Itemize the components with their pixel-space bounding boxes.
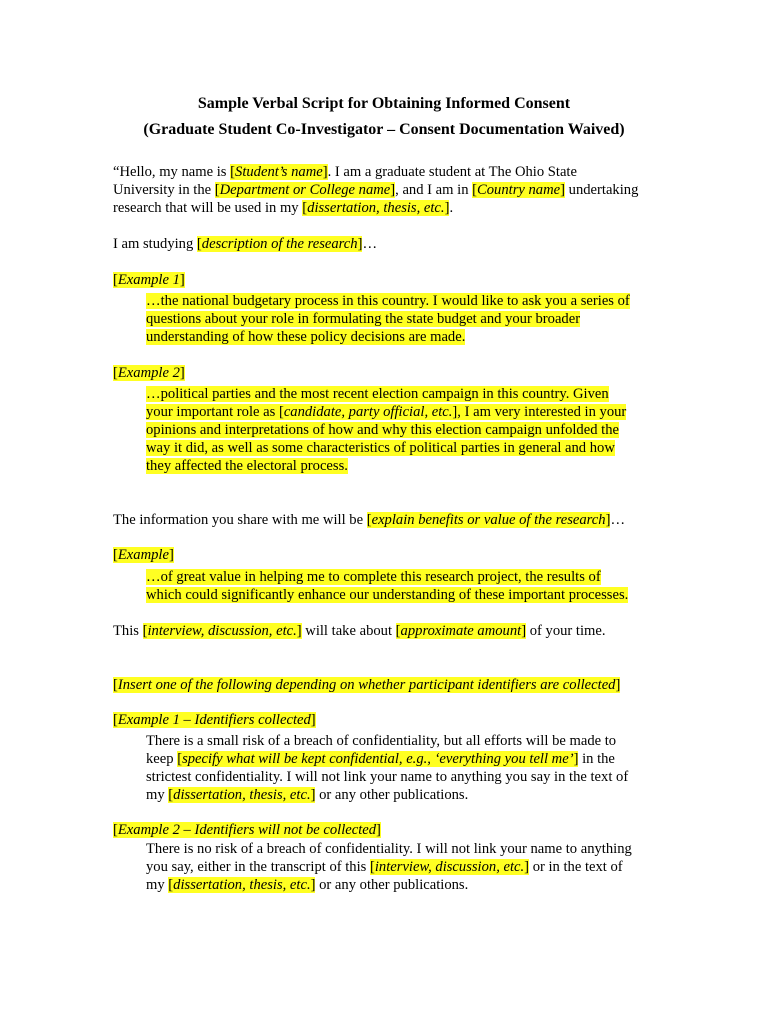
document-subtitle [0, 120, 768, 140]
intro-line-1: “Hello, my name is [Student’s name]. I am a graduate student at The Ohio State [113, 164, 577, 180]
placeholder-confidential: specify what will be kept confidential, e.g., ‘everything you tell me’ [182, 751, 574, 767]
placeholder-interview-2: interview, discussion, etc. [374, 859, 525, 875]
placeholder-dissertation: dissertation, thesis, etc. [307, 200, 445, 216]
example-value-text: …of great value in helping me to complete this research project, the results of which could significantly enhance our understanding of these important processes. [146, 569, 629, 603]
placeholder-candidate: candidate, party official, etc. [283, 404, 453, 420]
placeholder-student-name: Student’s name [235, 164, 323, 180]
placeholder-description: description of the research [201, 236, 358, 252]
placeholder-country: Country name [477, 182, 561, 198]
example-value-label: [Example] [113, 547, 174, 563]
example-1-label: [Example 1] [113, 272, 185, 288]
example-2-label: [Example 2] [113, 365, 185, 381]
document-title [0, 94, 768, 114]
intro-paragraph [113, 163, 653, 217]
identifiers-not-collected-text: There is no risk of a breach of confidentiality. I will not link your name to anything you say, either in the transcript of this [interview, discussion, etc.] or in the text of my [dissertation, thesis, etc.] or any other publications. [146, 841, 632, 893]
identifiers-not-collected-label: [Example 2 – Identifiers will not be collected] [113, 822, 381, 838]
title-line-1: Sample Verbal Script for Obtaining Informed Consent [197, 95, 571, 112]
placeholder-interview: interview, discussion, etc. [147, 623, 297, 639]
placeholder-dissertation-2: dissertation, thesis, etc. [173, 787, 311, 803]
example-1-text: …the national budgetary process in this country. I would like to ask you a series of questions about your role in formulating the state budget and your broader understanding of how these policy decisions are made. [146, 293, 630, 345]
insert-note: [Insert one of the following depending on whether participant identifiers are collected] [113, 677, 621, 693]
example-2-text: …political parties and the most recent election campaign in this country. Given your important role as [candidate, party official, etc.], I am very interested in your opinions and interpretations of how and why this election campaign unfolded the way it did, as well as some characteristics of political parties in general and how they affected the electoral process. [146, 386, 627, 474]
placeholder-department: Department or College name [219, 182, 391, 198]
identifiers-collected-text: There is a small risk of a breach of confidentiality, but all efforts will be made to keep [specify what will be kept confidential, e.g., ‘everything you tell me’] in the strictest confidentiality. I will not link your name to anything you say in the text of my [dissertation, thesis, etc.] or any other publications. [146, 733, 629, 803]
placeholder-dissertation-3: dissertation, thesis, etc. [173, 877, 311, 893]
information-paragraph: The information you share with me will be [explain benefits or value of the research]… [113, 512, 626, 528]
identifiers-collected-label: [Example 1 – Identifiers collected] [113, 712, 316, 728]
title-line-2: (Graduate Student Co-Investigator – Consent Documentation Waived) [143, 121, 625, 138]
intro-line-2: University in the [Department or College name], and I am in [Country name] undertaking [113, 182, 639, 198]
intro-line-3: research that will be used in my [dissertation, thesis, etc.]. [113, 200, 454, 216]
placeholder-amount: approximate amount [400, 623, 522, 639]
placeholder-benefits: explain benefits or value of the research [371, 512, 606, 528]
duration-paragraph: This [interview, discussion, etc.] will take about [approximate amount] of your time. [113, 623, 606, 639]
studying-paragraph: I am studying [description of the research]… [113, 236, 378, 252]
